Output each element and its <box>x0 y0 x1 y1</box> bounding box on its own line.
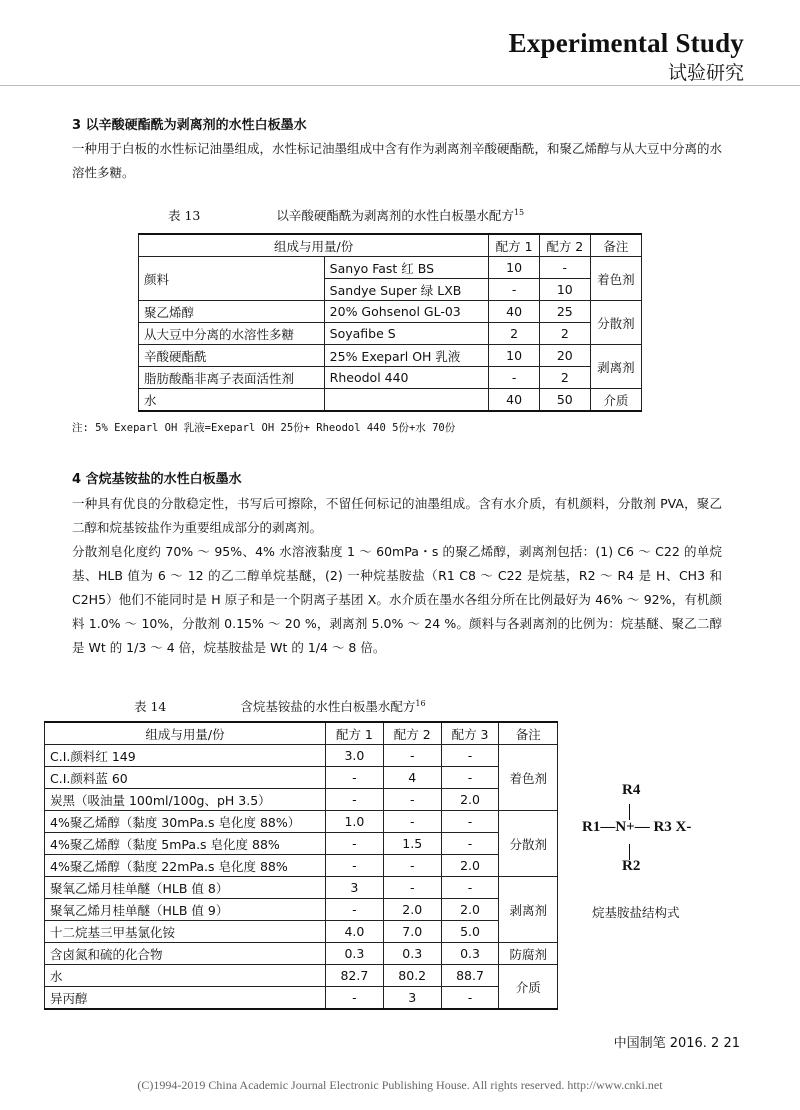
table-cell: Soyafibe S <box>324 323 489 345</box>
table-cell: 介质 <box>590 389 641 412</box>
table-cell: 0.3 <box>383 943 441 965</box>
table-cell: 3.0 <box>326 745 384 767</box>
table-cell: 剥离剂 <box>590 345 641 389</box>
table13 <box>138 233 642 412</box>
table-cell: Sandye Super 绿 LXB <box>324 279 489 301</box>
table-cell: - <box>326 767 384 789</box>
table-cell: 0.3 <box>441 943 499 965</box>
table-cell: 20% Gohsenol GL-03 <box>324 301 489 323</box>
table-cell: - <box>383 745 441 767</box>
table13-header-cell: 配方 2 <box>539 234 590 257</box>
table-cell: 防腐剂 <box>499 943 558 965</box>
header-rule <box>0 85 800 86</box>
table-row <box>139 323 642 345</box>
table-cell: 50 <box>539 389 590 412</box>
table-cell: 7.0 <box>383 921 441 943</box>
table13-caption-num: 表 13 <box>168 208 201 223</box>
table-cell: 5.0 <box>441 921 499 943</box>
structure-caption: 烷基胺盐结构式 <box>592 905 680 920</box>
section3-heading: 3 以辛酸硬酯酰为剥离剂的水性白板墨水 <box>72 118 307 133</box>
table-cell: 2.0 <box>441 855 499 877</box>
table-cell: 4.0 <box>326 921 384 943</box>
table-cell: 88.7 <box>441 965 499 987</box>
table-row <box>45 811 558 833</box>
section4-paragraph-2: 分散剂皂化度约 70% ～ 95%、4% 水溶液黏度 1 ～ 60mPa・s 的聚乙烯醇，剥离剂包括：(1) C6 ～ C22 的单烷基、HLB 值为 6 ～ 12 的乙二醇单烷基醚，(2) 一种烷基胺盐（R1 C8 ～ C22 是烷基，R2 ～ R4 是 H、CH3 和 C2H5）他们不能同时是 H 原子和是一个阴离子基团 X。水介质在墨水各组分所在比例最好为 46% ～ 92%，有机颜料 1.0% ～ 10%，分散剂 0.15% ～ 20 %，剥离剂 5.0% ～ 24 %。颜料与各剥离剂的比例为：烷基醚、聚乙二醇是 Wt 的 1/3 ～ 4 倍，烷基胺盐是 Wt 的 1/4 ～ 8 倍。 <box>72 544 722 655</box>
table14-header-cell: 配方 1 <box>326 722 384 745</box>
table-cell: 脂肪酸酯非离子表面活性剂 <box>139 367 325 389</box>
table-row <box>45 855 558 877</box>
table14-ref: 16 <box>415 698 426 708</box>
table-cell: - <box>326 987 384 1010</box>
table-cell: - <box>326 899 384 921</box>
table-cell: - <box>383 855 441 877</box>
table14-header-cell: 备注 <box>499 722 558 745</box>
table-cell: 水 <box>139 389 325 412</box>
table-cell: 水 <box>45 965 326 987</box>
table13-caption <box>168 206 524 224</box>
table-row <box>45 921 558 943</box>
table-cell: - <box>383 811 441 833</box>
table-cell: 分散剂 <box>499 811 558 877</box>
table-cell: - <box>326 789 384 811</box>
table-cell: 含卤氮和硫的化合物 <box>45 943 326 965</box>
table-cell: 2 <box>489 323 540 345</box>
table-row <box>139 345 642 367</box>
table-cell: 炭黑（吸油量 100ml/100g、pH 3.5） <box>45 789 326 811</box>
table14-header-cell: 组成与用量/份 <box>45 722 326 745</box>
table-cell: 20 <box>539 345 590 367</box>
table-cell: 4%聚乙烯醇（黏度 5mPa.s 皂化度 88% <box>45 833 326 855</box>
table-cell: 着色剂 <box>590 257 641 301</box>
table-row <box>45 789 558 811</box>
table-cell: 2 <box>539 367 590 389</box>
table14-caption-num: 表 14 <box>134 699 167 714</box>
alkylammonium-structure <box>582 782 722 872</box>
table-cell: - <box>326 833 384 855</box>
structure-bond-top <box>629 804 630 820</box>
table-cell: - <box>441 987 499 1010</box>
page-footer: 中国制笔 2016. 2 21 <box>613 1036 740 1051</box>
table-cell: 82.7 <box>326 965 384 987</box>
table-cell: 40 <box>489 389 540 412</box>
table-cell: 1.5 <box>383 833 441 855</box>
header-title-cn: 试验研究 <box>667 62 744 84</box>
table-cell: 聚乙烯醇 <box>139 301 325 323</box>
table-cell: 聚氧乙烯月桂单醚（HLB 值 8） <box>45 877 326 899</box>
table-cell: 辛酸硬酯酰 <box>139 345 325 367</box>
structure-main-chain: R1—N+— R3 X- <box>582 819 692 835</box>
table-cell: 0.3 <box>326 943 384 965</box>
structure-r4: R4 <box>622 782 641 798</box>
table-cell: 1.0 <box>326 811 384 833</box>
table-cell: 80.2 <box>383 965 441 987</box>
table-cell: 25 <box>539 301 590 323</box>
table13-header-cell: 备注 <box>590 234 641 257</box>
table14-header-cell: 配方 2 <box>383 722 441 745</box>
table13-header-cell: 组成与用量/份 <box>139 234 489 257</box>
table-cell: 10 <box>489 257 540 279</box>
structure-r2: R2 <box>622 858 641 874</box>
table-cell: 25% Exeparl OH 乳液 <box>324 345 489 367</box>
table-cell: Rheodol 440 <box>324 367 489 389</box>
table-cell: - <box>489 279 540 301</box>
table-row <box>45 833 558 855</box>
table-row <box>45 987 558 1010</box>
table-cell: - <box>441 767 499 789</box>
table-row <box>45 965 558 987</box>
table-cell: 异丙醇 <box>45 987 326 1010</box>
table-cell: 2 <box>539 323 590 345</box>
table14-caption-title: 含烷基铵盐的水性白板墨水配方 <box>240 699 416 714</box>
table-row <box>45 943 558 965</box>
table-row <box>139 367 642 389</box>
table-row <box>45 767 558 789</box>
table-row <box>139 257 642 279</box>
copyright-line: (C)1994-2019 China Academic Journal Electronic Publishing House. All rights reserved. http://www.cnki.net <box>137 1078 663 1092</box>
table-cell: 3 <box>383 987 441 1010</box>
table14 <box>44 721 558 1010</box>
table-cell: C.I.颜料蓝 60 <box>45 767 326 789</box>
header-title-en: Experimental Study <box>508 28 744 58</box>
table-cell: 10 <box>539 279 590 301</box>
table13-note: 注: 5% Exeparl OH 乳液=Exeparl OH 25份+ Rheodol 440 5份+水 70份 <box>72 422 456 434</box>
section4-heading: 4 含烷基铵盐的水性白板墨水 <box>72 472 242 487</box>
table-cell: 十二烷基三甲基氯化铵 <box>45 921 326 943</box>
section4-paragraph-1: 一种具有优良的分散稳定性，书写后可擦除，不留任何标记的油墨组成。含有水介质，有机颜料，分散剂 PVA，聚乙二醇和烷基铵盐作为重要组成部分的剥离剂。 <box>72 496 722 535</box>
table-cell: 4 <box>383 767 441 789</box>
table-cell: - <box>326 855 384 877</box>
table-cell: 4%聚乙烯醇（黏度 22mPa.s 皂化度 88% <box>45 855 326 877</box>
table-cell: 颜料 <box>139 257 325 301</box>
table14-caption <box>134 697 426 715</box>
table-cell: 分散剂 <box>590 301 641 345</box>
table-cell: - <box>383 877 441 899</box>
table-cell: 聚氧乙烯月桂单醚（HLB 值 9） <box>45 899 326 921</box>
table-row <box>45 877 558 899</box>
table-cell <box>324 389 489 412</box>
table-row <box>139 301 642 323</box>
table-row <box>45 745 558 767</box>
table-cell: 3 <box>326 877 384 899</box>
table-cell: - <box>441 833 499 855</box>
table-cell: 4%聚乙烯醇（黏度 30mPa.s 皂化度 88%） <box>45 811 326 833</box>
table-cell: - <box>489 367 540 389</box>
table-cell: 介质 <box>499 965 558 1010</box>
table13-header-cell: 配方 1 <box>489 234 540 257</box>
table-cell: 从大豆中分离的水溶性多糖 <box>139 323 325 345</box>
table-cell: C.I.颜料红 149 <box>45 745 326 767</box>
table-row <box>139 389 642 412</box>
table-cell: 着色剂 <box>499 745 558 811</box>
table-row <box>45 899 558 921</box>
table-cell: 2.0 <box>383 899 441 921</box>
table-cell: 10 <box>489 345 540 367</box>
table-cell: 2.0 <box>441 789 499 811</box>
table-cell: 2.0 <box>441 899 499 921</box>
table-cell: - <box>539 257 590 279</box>
table-cell: Sanyo Fast 红 BS <box>324 257 489 279</box>
table-cell: - <box>383 789 441 811</box>
table14-header-cell: 配方 3 <box>441 722 499 745</box>
table13-caption-title: 以辛酸硬酯酰为剥离剂的水性白板墨水配方 <box>276 208 514 223</box>
table-cell: 剥离剂 <box>499 877 558 943</box>
table13-ref: 15 <box>513 207 525 217</box>
table-cell: - <box>441 811 499 833</box>
section3-paragraph: 一种用于白板的水性标记油墨组成，水性标记油墨组成中含有作为剥离剂辛酸硬酯酰，和聚乙烯醇与从大豆中分离的水溶性多糖。 <box>72 141 723 180</box>
table-cell: - <box>441 877 499 899</box>
table-cell: 40 <box>489 301 540 323</box>
table-cell: - <box>441 745 499 767</box>
